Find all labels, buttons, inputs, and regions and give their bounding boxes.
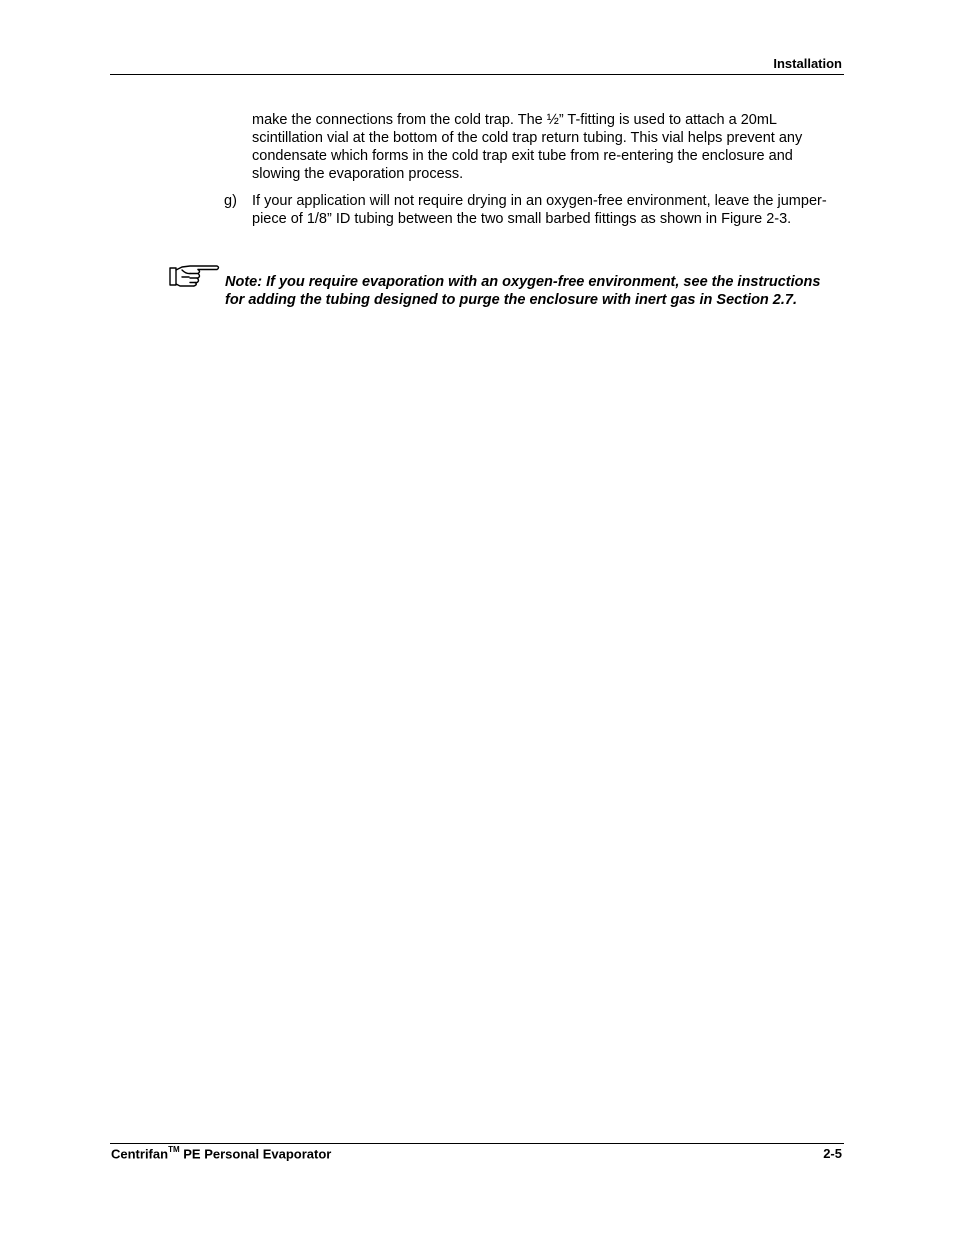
continued-paragraph: make the connections from the cold trap. The ½” T-fitting is used to attach a 20mL scintillation vial at the bottom of the cold trap return tubing. This vial helps prevent any condensate which forms in the cold trap exit tube from re-entering the enclosure and slowing the evaporation process. bbox=[252, 112, 803, 182]
list-item-marker: g) bbox=[224, 193, 237, 209]
note-text: Note: If you require evaporation with an oxygen-free environment, see the instructions for adding the tubing designed to purge the enclosure with inert gas in Section 2.7. bbox=[225, 274, 821, 308]
pointing-hand-icon bbox=[168, 262, 222, 292]
footer-product-brand: Centrifan bbox=[111, 1146, 169, 1162]
header-section-title: Installation bbox=[773, 56, 842, 71]
footer-product-name bbox=[111, 1146, 331, 1161]
header-rule bbox=[110, 74, 844, 75]
footer-rule bbox=[110, 1143, 844, 1144]
footer-trademark: TM bbox=[168, 1145, 180, 1154]
list-item-text: If your application will not require drying in an oxygen-free environment, leave the jumper-piece of 1/8” ID tubing between the two small barbed fittings as shown in Figure 2-3. bbox=[252, 193, 827, 227]
footer-page-number: 2-5 bbox=[823, 1146, 842, 1161]
footer-product-suffix: PE Personal Evaporator bbox=[179, 1146, 332, 1162]
